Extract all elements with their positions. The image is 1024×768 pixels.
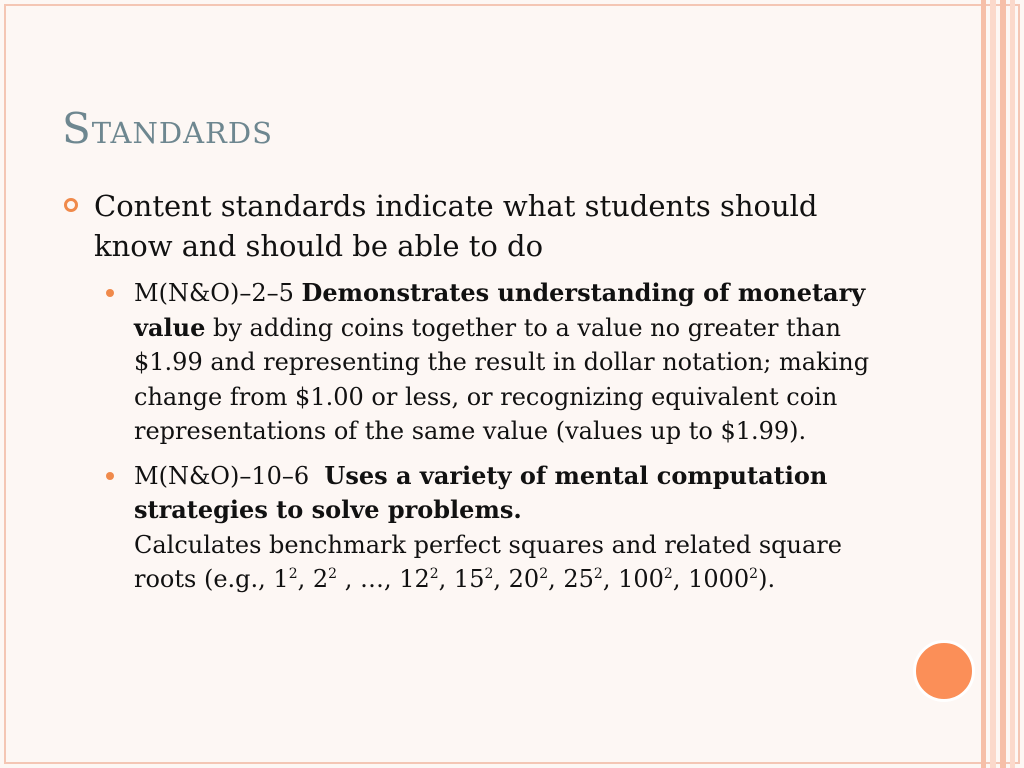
bullet1-text: Content standards indicate what students should know and should be able to do [94,189,818,263]
standard-desc-2: Calculates benchmark perfect squares and related square roots (e.g., $1^2$, $2^2$ , …, $12^2$, $15^2$, $20^2$, $25^2$, $100^2$, 1000$^2$). [134,530,842,593]
decorative-circle [913,640,975,702]
right-stripe-1 [981,0,986,768]
sub-bullet-2 [64,459,884,597]
right-stripe-2 [990,0,996,768]
standard-code-2: M(N&O)–10–6 [134,461,310,490]
standard-bold-2: Uses a variety of mental computation strategies to solve problems. [134,460,828,524]
standard-code-1: M(N&O)–2–5 [134,279,294,307]
dot-bullet-icon [106,472,114,480]
standard-bold-1: Demonstrates understanding of monetary value [134,278,866,342]
ring-bullet-icon [64,198,78,212]
slide-title: Standards [62,104,273,153]
standard-desc-1: by adding coins together to a value no greater than $1.99 and representing the result in dollar notation; making change from $1.00 or less, or recognizing equivalent coin representations of the same value (values up to $1.99). [134,313,870,445]
dot-bullet-icon [106,289,114,297]
sub-bullet-1 [64,276,884,449]
bullet-level1 [64,186,884,266]
slide-content [64,186,884,597]
right-stripe-3 [1000,0,1006,768]
right-stripe-4 [1010,0,1015,768]
